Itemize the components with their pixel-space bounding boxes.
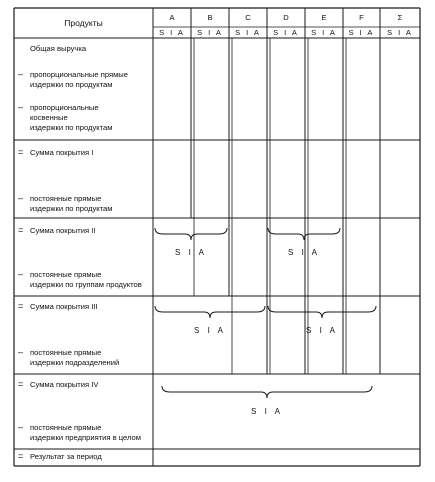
row-prefix-3: = [18, 147, 24, 157]
row-prefix-10: – [18, 422, 24, 432]
row-prefix-4: – [18, 193, 24, 203]
row-label-10-0: постоянные прямые [30, 423, 102, 432]
column-subheader-f: S I A [348, 28, 375, 37]
row-prefix-8: – [18, 347, 24, 357]
column-subheader-b: S I A [197, 28, 223, 37]
row-label-10-1: издержки предприятия в целом [30, 433, 141, 442]
row-label-4-0: постоянные прямые [30, 194, 102, 203]
column-subheader-a: S I A [159, 28, 185, 37]
row-label-1-0: пропорциональные прямые [30, 70, 128, 79]
row-label-5-0: Сумма покрытия II [30, 226, 96, 235]
header-products-label: Продукты [64, 18, 103, 28]
row-label-9-0: Сумма покрытия IV [30, 380, 99, 389]
row-prefix-5: = [18, 225, 24, 235]
row-prefix-1: – [18, 69, 24, 79]
column-header-b: B [207, 13, 213, 22]
row-label-6-1: издержки по группам продуктов [30, 280, 142, 289]
column-header-a: A [169, 13, 175, 22]
row-label-2-2: издержки по продуктам [30, 123, 113, 132]
row-label-4-1: издержки по продуктам [30, 204, 113, 213]
row-label-1-1: издержки по продуктам [30, 80, 113, 89]
row-label-7-0: Сумма покрытия III [30, 302, 98, 311]
group-label-level2-right: S I A [288, 248, 320, 257]
row-label-2-1: косвенные [30, 113, 68, 122]
column-header-e: E [321, 13, 327, 22]
row-label-11-0: Результат за период [30, 452, 102, 461]
row-prefix-6: – [18, 269, 24, 279]
group-label-level4: S I A [251, 407, 283, 416]
column-header-f: F [359, 13, 364, 22]
column-header-total: Σ [397, 13, 403, 22]
column-header-c: C [245, 13, 251, 22]
group-label-level3-left: S I A [194, 326, 226, 335]
group-label-level3-right: S I A [306, 326, 338, 335]
brace-level4 [162, 386, 372, 398]
column-subheader-total: S I A [387, 28, 413, 37]
row-label-0-0: Общая выручка [30, 44, 87, 53]
column-subheader-d: S I A [273, 28, 299, 37]
row-label-6-0: постоянные прямые [30, 270, 102, 279]
row-prefix-9: = [18, 379, 24, 389]
column-subheader-e: S I A [311, 28, 337, 37]
brace-level2-left [155, 228, 227, 240]
row-prefix-7: = [18, 301, 24, 311]
column-header-d: D [283, 13, 289, 22]
row-label-3-0: Сумма покрытия I [30, 148, 94, 157]
row-label-8-0: постоянные прямые [30, 348, 102, 357]
group-label-level2-left: S I A [175, 248, 207, 257]
brace-level2-right [268, 228, 340, 240]
brace-level3-right [268, 306, 376, 318]
row-prefix-2: – [18, 102, 24, 112]
column-subheader-c: S I A [235, 28, 261, 37]
row-label-2-0: пропорциональные [30, 103, 99, 112]
row-label-8-1: издержки подразделений [30, 358, 120, 367]
row-prefix-11: = [18, 451, 24, 461]
brace-level3-left [155, 306, 265, 318]
